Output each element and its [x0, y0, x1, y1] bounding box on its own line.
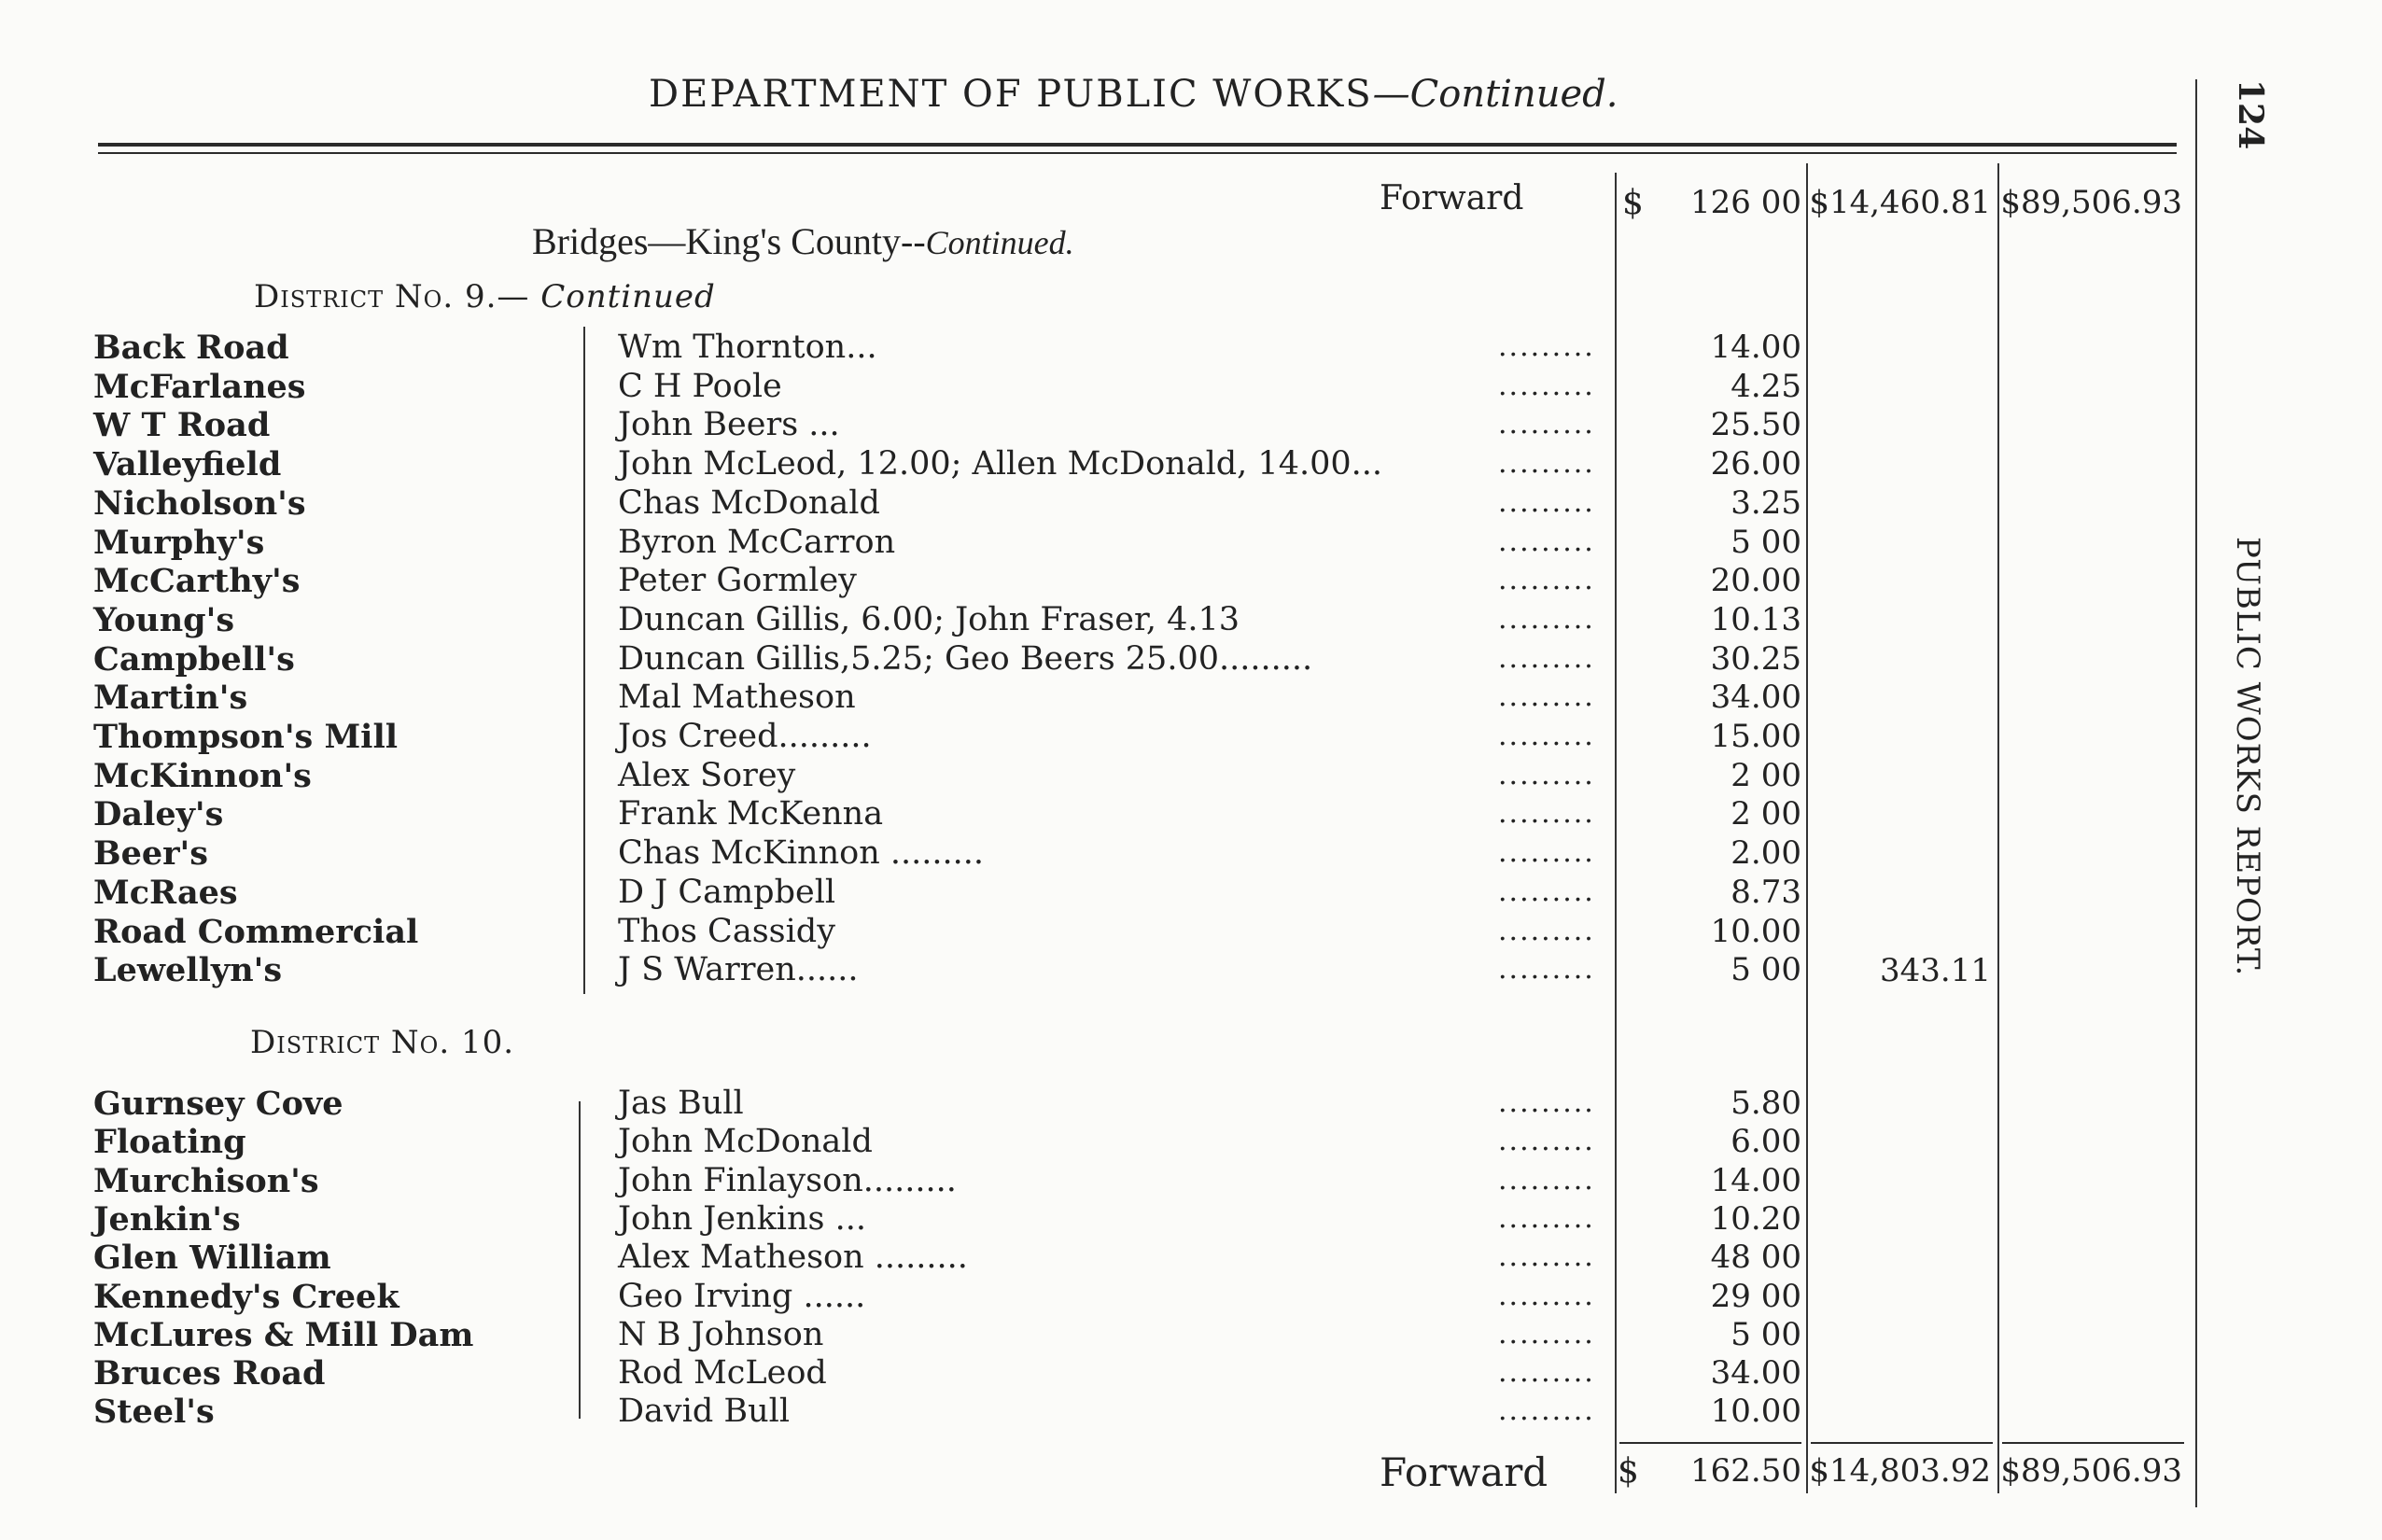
forward-top-col1: 126 00	[1690, 184, 1801, 221]
row-amount: 48 00	[1710, 1239, 1801, 1277]
section-subtitle-main: Bridges—King's County--	[532, 220, 926, 262]
row-name: Byron McCarron	[618, 523, 896, 561]
row-amount: 3.25	[1730, 483, 1801, 522]
page-header-continued: —Continued.	[1372, 73, 1618, 116]
row-amount: 5 00	[1730, 1315, 1801, 1353]
col-rule-names	[583, 327, 585, 994]
row-leader-dots: .........	[1498, 1394, 1595, 1428]
row-amount: 25.50	[1710, 406, 1801, 444]
row-name: Jos Creed.........	[618, 718, 872, 755]
row-name: D J Campbell	[618, 873, 836, 911]
row-amount: 2 00	[1730, 756, 1801, 794]
row-place: McKinnon's	[93, 756, 312, 795]
row-name: David Bull	[618, 1393, 791, 1431]
row-amount: 6.00	[1730, 1123, 1801, 1161]
row-place: Young's	[93, 600, 235, 639]
row-place: Campbell's	[93, 639, 295, 679]
row-leader-dots: .........	[1498, 720, 1595, 752]
row-leader-dots: .........	[1498, 602, 1595, 636]
row-amount: 8.73	[1730, 873, 1801, 911]
row-name: Jas Bull	[618, 1085, 744, 1122]
row-place: Bruces Road	[93, 1354, 326, 1393]
row-leader-dots: .........	[1498, 564, 1595, 597]
row-amount: 14.00	[1710, 329, 1801, 366]
side-title: PUBLIC WORKS REPORT.	[2229, 537, 2266, 977]
row-leader-dots: .........	[1498, 680, 1595, 714]
row-name: John Finlayson.........	[618, 1161, 957, 1199]
row-leader-dots: .........	[1498, 1356, 1595, 1390]
row-amount: 2.00	[1730, 834, 1801, 873]
row-amount: 4.25	[1730, 367, 1801, 405]
forward-bottom-col2: $14,803.92	[1809, 1452, 1991, 1490]
row-place: Jenkin's	[93, 1199, 241, 1239]
row-leader-dots: .........	[1498, 447, 1595, 481]
forward-bottom-label: Forward	[1380, 1449, 1548, 1495]
total-rule-col2	[1811, 1442, 1993, 1444]
row-name: John McDonald	[618, 1123, 873, 1161]
row-name: Frank McKenna	[618, 795, 884, 833]
row-place: Kennedy's Creek	[93, 1277, 399, 1316]
row-leader-dots: .........	[1498, 1317, 1595, 1351]
row-place: Martin's	[93, 679, 248, 718]
row-leader-dots: .........	[1498, 408, 1595, 441]
row-amount: 10.00	[1710, 1393, 1801, 1431]
row-leader-dots: .........	[1498, 330, 1595, 363]
row-leader-dots: .........	[1498, 1201, 1595, 1235]
forward-top-label: Forward	[1380, 179, 1524, 217]
district-9-total: 343.11	[1880, 952, 1991, 989]
page-number: 124	[2231, 79, 2270, 150]
row-leader-dots: .........	[1498, 1240, 1595, 1274]
district-9-continued: Continued	[540, 278, 716, 315]
row-amount: 29 00	[1710, 1277, 1801, 1315]
row-amount: 26.00	[1710, 445, 1801, 483]
row-place: Thompson's Mill	[93, 718, 399, 756]
row-name: N B Johnson	[618, 1315, 824, 1353]
row-leader-dots: .........	[1498, 641, 1595, 675]
row-place: Gurnsey Cove	[93, 1085, 343, 1123]
row-name: Geo Irving ......	[618, 1277, 866, 1315]
row-leader-dots: .........	[1498, 1163, 1595, 1197]
row-leader-dots: .........	[1498, 953, 1595, 987]
row-name: John McLeod, 12.00; Allen McDonald, 14.00...	[618, 445, 1382, 483]
row-name: Wm Thornton...	[618, 329, 877, 366]
row-leader-dots: .........	[1498, 1279, 1595, 1312]
row-place: Lewellyn's	[93, 951, 283, 990]
row-place: Back Road	[93, 329, 289, 367]
row-place: Steel's	[93, 1393, 215, 1432]
row-name: John Beers ...	[618, 406, 840, 444]
row-amount: 14.00	[1710, 1161, 1801, 1199]
district-9-label: District No. 9.—	[254, 278, 530, 315]
row-leader-dots: .........	[1498, 485, 1595, 519]
row-place: Valleyfield	[93, 445, 282, 484]
section-subtitle	[532, 219, 1074, 263]
row-place: Murphy's	[93, 523, 265, 562]
total-rule-col1	[1619, 1442, 1801, 1444]
row-place: McRaes	[93, 873, 238, 912]
district-10-heading: District No. 10.	[250, 1024, 515, 1061]
row-name: J S Warren......	[618, 951, 859, 989]
col-rule-col3	[1997, 163, 1999, 1493]
row-leader-dots: .........	[1498, 914, 1595, 947]
col-rule-names-d10	[579, 1101, 581, 1419]
district-9-heading	[254, 278, 716, 315]
row-amount: 5 00	[1730, 951, 1801, 989]
page-header-title: DEPARTMENT OF PUBLIC WORKS	[649, 73, 1373, 116]
header-rule-bottom	[98, 152, 2177, 154]
row-amount: 2 00	[1730, 795, 1801, 833]
row-place: Nicholson's	[93, 483, 306, 523]
row-place: W T Road	[93, 406, 271, 445]
row-amount: 10.13	[1710, 600, 1801, 638]
row-leader-dots: .........	[1498, 525, 1595, 558]
row-name: Alex Sorey	[618, 756, 796, 794]
row-name: C H Poole	[618, 367, 782, 405]
row-name: Rod McLeod	[618, 1354, 827, 1393]
forward-top-col2: $14,460.81	[1809, 184, 1991, 221]
page-header	[649, 73, 1618, 116]
row-place: Daley's	[93, 795, 224, 834]
row-place: Beer's	[93, 834, 208, 874]
row-place: Glen William	[93, 1239, 331, 1278]
row-leader-dots: .........	[1498, 797, 1595, 831]
row-place: Floating	[93, 1123, 246, 1162]
row-leader-dots: .........	[1498, 875, 1595, 908]
forward-top-col3: $89,506.93	[2000, 184, 2182, 221]
row-amount: 34.00	[1710, 1354, 1801, 1393]
col-rule-amount	[1615, 173, 1617, 1493]
header-rule-top	[98, 143, 2177, 147]
col-rule-col2	[1806, 163, 1808, 1493]
row-name: Duncan Gillis, 6.00; John Fraser, 4.13	[618, 600, 1240, 638]
row-place: McLures & Mill Dam	[93, 1315, 474, 1354]
row-amount: 5.80	[1730, 1085, 1801, 1122]
row-leader-dots: .........	[1498, 369, 1595, 402]
row-leader-dots: .........	[1498, 758, 1595, 791]
row-place: Road Commercial	[93, 912, 419, 951]
row-amount: 5 00	[1730, 523, 1801, 561]
row-name: Chas McKinnon .........	[618, 834, 985, 873]
row-leader-dots: .........	[1498, 1125, 1595, 1158]
forward-bottom-col3: $89,506.93	[2000, 1452, 2182, 1490]
row-name: Chas McDonald	[618, 483, 880, 522]
margin-rule	[2195, 79, 2197, 1507]
row-amount: 30.25	[1710, 639, 1801, 678]
row-amount: 34.00	[1710, 679, 1801, 717]
row-name: Duncan Gillis,5.25; Geo Beers 25.00.........	[618, 639, 1313, 678]
row-name: Thos Cassidy	[618, 912, 835, 950]
row-amount: 10.00	[1710, 912, 1801, 950]
row-leader-dots: .........	[1498, 836, 1595, 870]
row-name: Mal Matheson	[618, 679, 856, 717]
row-amount: 10.20	[1710, 1199, 1801, 1238]
row-amount: 20.00	[1710, 562, 1801, 600]
row-amount: 15.00	[1710, 718, 1801, 755]
forward-bottom-col1: 162.50	[1690, 1452, 1801, 1490]
row-name: Alex Matheson .........	[618, 1239, 968, 1277]
row-place: McFarlanes	[93, 367, 306, 406]
forward-bottom-dollar: $	[1618, 1452, 1639, 1491]
row-name: Peter Gormley	[618, 562, 857, 600]
row-place: McCarthy's	[93, 562, 301, 601]
row-place: Murchison's	[93, 1161, 319, 1200]
total-rule-col3	[2002, 1442, 2184, 1444]
forward-top-dollar: $	[1622, 184, 1644, 222]
row-leader-dots: .........	[1498, 1086, 1595, 1119]
row-name: John Jenkins ...	[618, 1199, 867, 1238]
section-subtitle-continued: Continued.	[925, 224, 1074, 261]
